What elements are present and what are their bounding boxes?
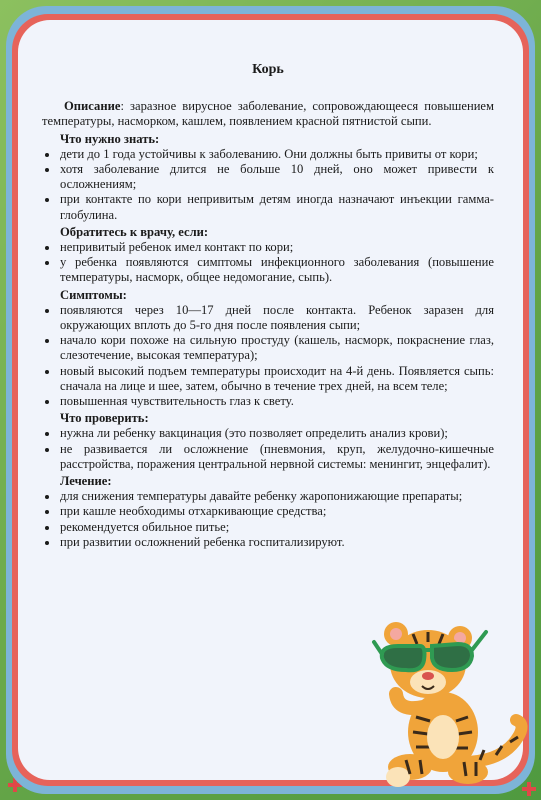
list-item: появляются через 10—17 дней после контакта. Ребенок заразен для окружающих вплоть до 5-го дня после появления сыпи; [42, 303, 494, 333]
list-item: рекомендуется обильное питье; [42, 520, 494, 535]
section-symptoms [42, 288, 494, 410]
list-item: непривитый ребенок имел контакт по кори; [42, 240, 494, 255]
bullet-list [42, 303, 494, 409]
bullet-list [42, 240, 494, 286]
section-heading: Что нужно знать: [60, 131, 160, 146]
section-heading: Лечение: [60, 474, 112, 489]
list-item: нужна ли ребенку вакцинация (это позволяет определить анализ крови); [42, 426, 494, 441]
list-item: у ребенка появляются симптомы инфекционного заболевания (повышение температуры, насморк, общее недомогание, сыпь). [42, 255, 494, 285]
bullet-list [42, 147, 494, 223]
list-item: дети до 1 года устойчивы к заболеванию. Они должны быть привиты от кори; [42, 147, 494, 162]
list-item: новый высокий подъем температуры происходит на 4-й день. Появляется сыпь: сначала на лице и шее, затем, обычно в течение трех дней, на всем теле; [42, 364, 494, 394]
description-label: Описание [64, 99, 121, 114]
list-item: при развитии осложнений ребенка госпитализируют. [42, 535, 494, 550]
list-item: повышенная чувствительность глаз к свету. [42, 394, 494, 409]
section-what-to-check [42, 411, 494, 472]
tiger-cub-with-sunglasses-icon [368, 612, 528, 792]
page-title: Корь [252, 62, 284, 77]
section-heading: Обратитесь к врачу, если: [60, 224, 209, 239]
description-paragraph [42, 99, 494, 129]
article [42, 42, 494, 550]
description-text: : заразное вирусное заболевание, сопровождающееся повышением температуры, насморком, кашлем, появлением красной пятнистой сыпи. [42, 99, 494, 129]
bullet-list [42, 426, 494, 472]
list-item: не развивается ли осложнение (пневмония, круп, желудочно-кишечные расстройства, поражения центральной нервной системы: менингит, энцефалит). [42, 442, 494, 472]
list-item: начало кори похоже на сильную простуду (кашель, насморк, покраснение глаз, слезотечение, высокая температура); [42, 333, 494, 363]
list-item: при контакте по кори непривитым детям иногда назначают инъекции гамма-глобулина. [42, 192, 494, 222]
section-heading: Что проверить: [60, 411, 149, 426]
section-treatment [42, 474, 494, 550]
list-item: для снижения температуры давайте ребенку жаропонижающие препараты; [42, 489, 494, 504]
list-item: при кашле необходимы отхаркивающие средства; [42, 504, 494, 519]
list-item: хотя заболевание длится не больше 10 дней, оно может привести к осложнениям; [42, 162, 494, 192]
section-see-doctor [42, 225, 494, 286]
bullet-list [42, 489, 494, 550]
section-heading: Симптомы: [60, 287, 127, 302]
section-what-to-know [42, 132, 494, 223]
